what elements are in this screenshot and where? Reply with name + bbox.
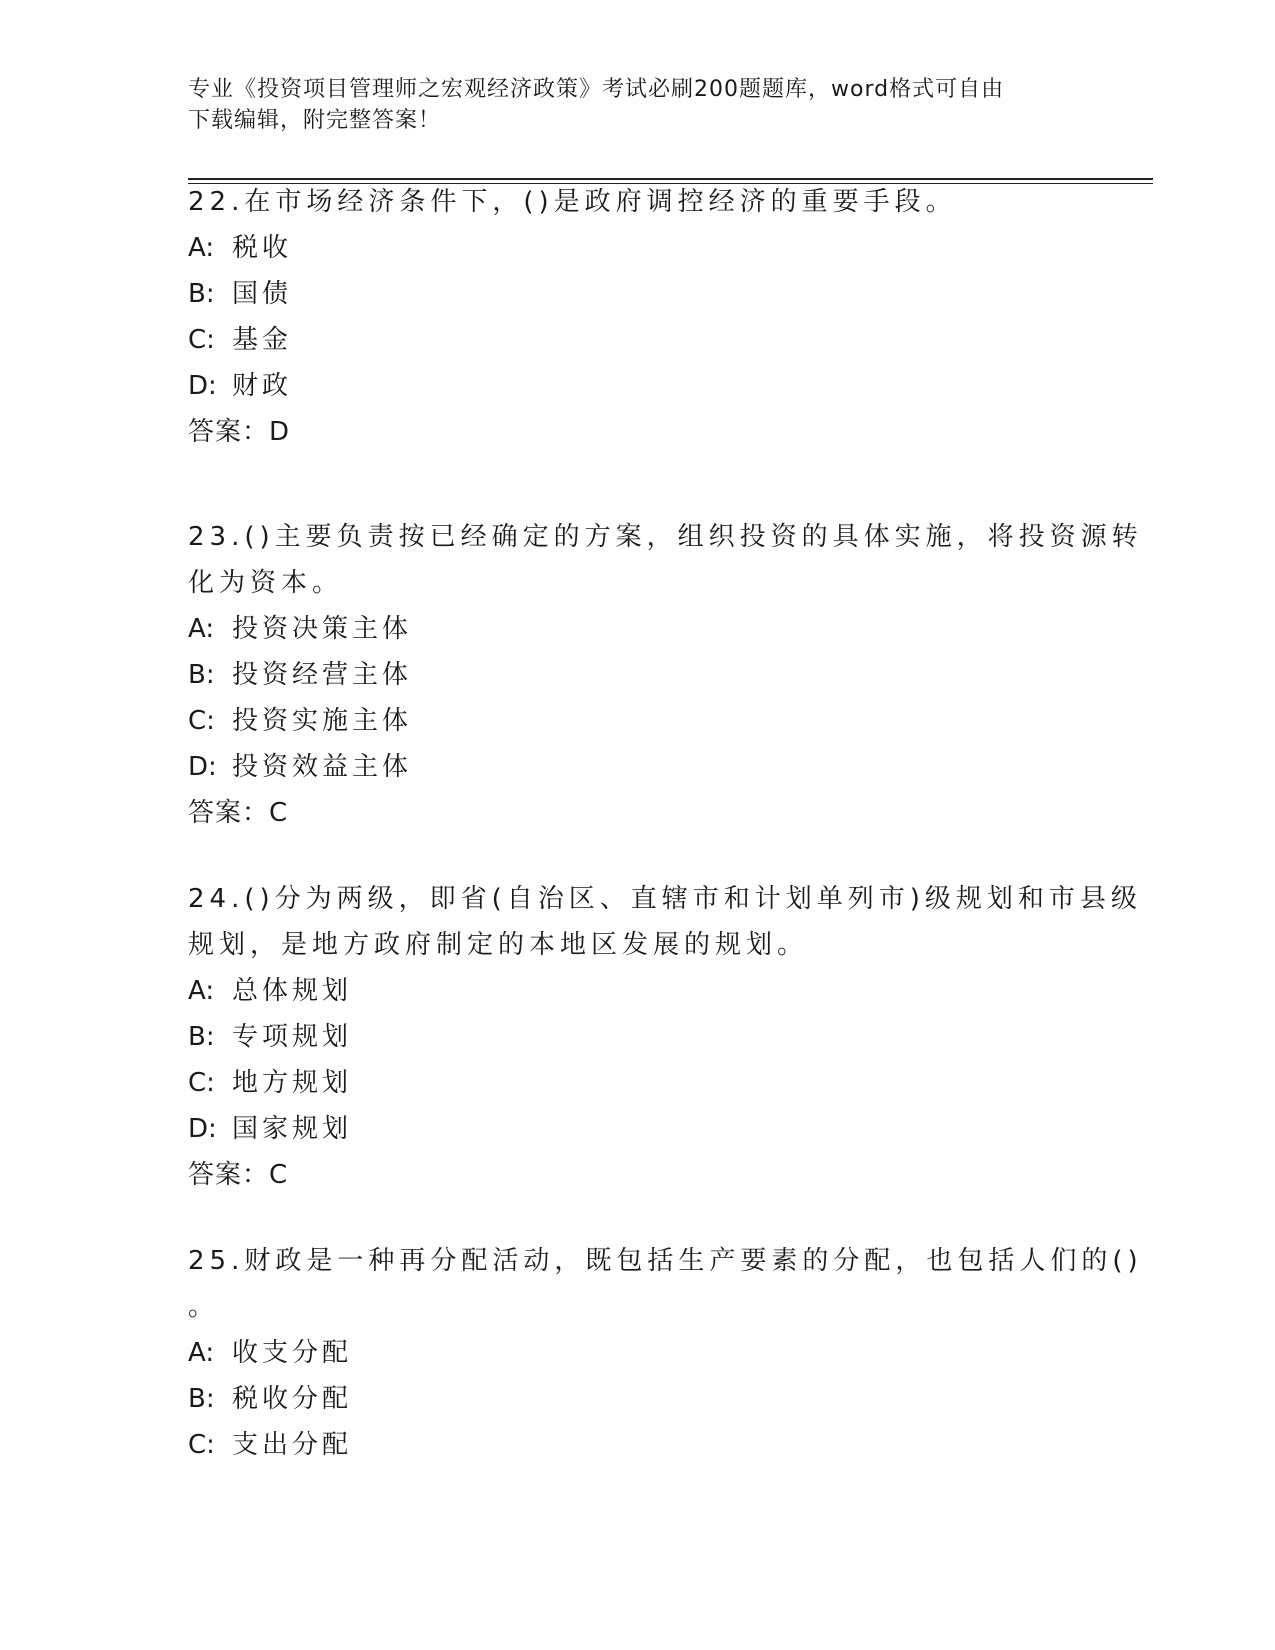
option-text: 支出分配 [232,1430,353,1460]
option-key: C: [188,706,215,736]
option-a [188,1330,1088,1376]
option-text: 投资实施主体 [232,706,413,736]
question-stem-continued: 规划，是地方政府制定的本地区发展的规划。 [188,930,809,960]
option-key: A: [188,233,215,263]
header-line-2: 下载编辑，附完整答案！ [188,108,442,133]
option-text: 专项规划 [232,1022,353,1052]
option-text: 投资效益主体 [232,752,413,782]
option-text: 国家规划 [232,1114,353,1144]
question-25 [188,1238,1143,1468]
question-stem-continued: 。 [188,1292,220,1322]
option-key: C: [188,1430,215,1460]
option-d [188,363,1088,409]
option-key: A: [188,976,215,1006]
option-text: 基金 [232,325,293,355]
option-text: 投资决策主体 [232,614,413,644]
question-22 [188,179,1088,455]
option-text: 税收 [232,233,293,263]
header-line-1: 专业《投资项目管理师之宏观经济政策》考试必刷200题题库，word格式可自由 [188,77,1005,102]
option-b [188,652,1088,698]
question-23 [188,514,1143,836]
option-text: 国债 [232,279,293,309]
question-stem-continued: 化为资本。 [188,568,344,598]
option-c [188,1060,1088,1106]
option-c [188,317,1088,363]
option-d [188,1106,1088,1152]
answer-line: 答案：C [188,1160,289,1190]
option-c [188,698,1088,744]
option-key: B: [188,660,215,690]
question-24 [188,876,1142,1198]
option-text: 地方规划 [232,1068,353,1098]
option-a [188,225,1088,271]
option-key: C: [188,1068,215,1098]
answer-line: 答案：C [188,798,289,828]
question-stem: 24.()分为两级，即省(自治区、直辖市和计划单列市)级规划和市县级 [188,884,1142,914]
option-text: 财政 [232,371,293,401]
option-key: B: [188,1022,215,1052]
question-stem: 22.在市场经济条件下，()是政府调控经济的重要手段。 [188,187,957,217]
option-a [188,606,1088,652]
option-a [188,968,1088,1014]
option-key: D: [188,752,217,782]
option-b [188,1376,1088,1422]
option-b [188,271,1088,317]
option-d [188,744,1088,790]
option-text: 收支分配 [232,1338,353,1368]
document-header [188,74,1088,136]
option-key: D: [188,371,217,401]
option-text: 投资经营主体 [232,660,413,690]
answer-line: 答案：D [188,417,291,447]
question-stem: 25.财政是一种再分配活动，既包括生产要素的分配，也包括人们的() [188,1246,1143,1276]
option-c [188,1422,1088,1468]
option-text: 税收分配 [232,1384,353,1414]
option-key: B: [188,1384,215,1414]
option-text: 总体规划 [232,976,353,1006]
option-key: A: [188,614,215,644]
option-key: C: [188,325,215,355]
option-key: B: [188,279,215,309]
option-key: D: [188,1114,217,1144]
option-key: A: [188,1338,215,1368]
question-stem: 23.()主要负责按已经确定的方案，组织投资的具体实施，将投资源转 [188,522,1143,552]
option-b [188,1014,1088,1060]
